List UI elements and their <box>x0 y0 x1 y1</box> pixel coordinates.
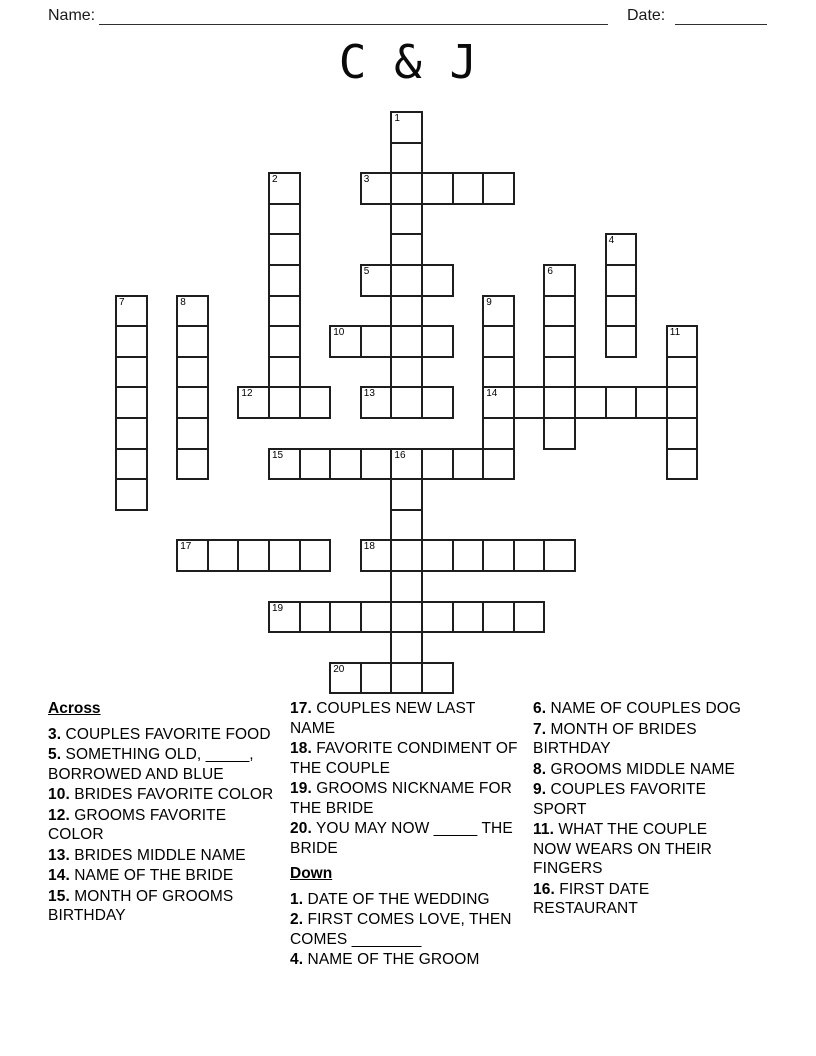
crossword-cell[interactable] <box>268 172 301 205</box>
cell-number: 1 <box>394 113 400 124</box>
cell-number: 11 <box>669 327 681 339</box>
crossword-cell[interactable] <box>207 539 240 572</box>
clue-column-1 <box>48 699 285 927</box>
clue-item-15: 15. MONTH OF GROOMS BIRTHDAY <box>48 887 234 924</box>
crossword-cell[interactable] <box>482 417 515 450</box>
crossword-cell[interactable] <box>390 601 423 634</box>
crossword-cell[interactable] <box>390 509 423 542</box>
cell-number: 6 <box>547 266 553 277</box>
crossword-cell[interactable] <box>513 386 546 419</box>
crossword-cell[interactable] <box>482 539 515 572</box>
clue-item-18: 18. FAVORITE CONDIMENT OF THE COUPLE <box>290 740 518 777</box>
crossword-cell[interactable] <box>390 662 423 695</box>
crossword-cell[interactable] <box>543 386 576 419</box>
across-heading: Across <box>48 700 101 717</box>
crossword-cell[interactable] <box>605 325 638 358</box>
crossword-cell[interactable] <box>666 386 699 419</box>
crossword-cell[interactable] <box>482 356 515 389</box>
crossword-cell[interactable] <box>390 448 423 481</box>
crossword-cell[interactable] <box>268 356 301 389</box>
puzzle-title: C & J <box>338 35 478 89</box>
crossword-cell[interactable] <box>421 172 454 205</box>
crossword-cell[interactable] <box>115 448 148 481</box>
cell-number: 10 <box>333 327 345 339</box>
crossword-cell[interactable] <box>574 386 607 419</box>
clue-number: 15. <box>48 887 70 905</box>
clue-item-9: 9. COUPLES FAVORITE SPORT <box>533 781 707 818</box>
cell-number: 3 <box>363 174 370 186</box>
crossword-cell[interactable] <box>299 601 332 634</box>
cell-number: 9 <box>486 296 492 308</box>
clue-number: 20. <box>290 820 312 837</box>
crossword-cell[interactable] <box>452 448 485 481</box>
crossword-cell[interactable] <box>666 417 699 450</box>
cell-number: 12 <box>241 388 253 400</box>
crossword-cell[interactable] <box>543 264 576 297</box>
crossword-cell[interactable] <box>299 539 332 572</box>
crossword-cell[interactable] <box>390 539 423 572</box>
crossword-cell[interactable] <box>390 386 423 419</box>
clue-number: 16. <box>533 880 555 898</box>
crossword-cell[interactable] <box>543 356 576 389</box>
clue-column-2 <box>290 699 520 971</box>
crossword-cell[interactable] <box>299 386 332 419</box>
cell-number: 18 <box>363 541 375 553</box>
crossword-cell[interactable] <box>482 601 515 634</box>
cell-number: 8 <box>180 296 186 308</box>
crossword-cell[interactable] <box>482 325 515 358</box>
clue-number: 14. <box>48 867 70 884</box>
cell-number: 2 <box>272 174 278 186</box>
crossword-cell[interactable] <box>390 631 423 664</box>
clue-number: 3. <box>48 725 62 743</box>
clue-item-13: 13. BRIDES MIDDLE NAME <box>48 846 246 864</box>
crossword-cell[interactable] <box>421 386 454 419</box>
clue-item-16: 16. FIRST DATE RESTAURANT <box>533 880 650 917</box>
clue-item-20: 20. YOU MAY NOW _____ THE BRIDE <box>290 820 513 857</box>
cell-number: 16 <box>394 449 406 461</box>
crossword-cell[interactable] <box>176 356 209 389</box>
clue-item-14: 14. NAME OF THE BRIDE <box>48 867 234 884</box>
crossword-cell[interactable] <box>176 325 209 358</box>
cell-number: 19 <box>272 602 284 614</box>
crossword-cell[interactable] <box>329 448 362 481</box>
clue-number: 7. <box>533 720 547 738</box>
crossword-cell[interactable] <box>268 203 301 236</box>
crossword-cell[interactable] <box>115 417 148 450</box>
clue-item-5: 5. SOMETHING OLD, _____, BORROWED AND BLUE <box>48 746 254 783</box>
clue-number: 13. <box>48 846 70 864</box>
clue-number: 9. <box>533 781 547 798</box>
clue-number: 19. <box>290 780 312 797</box>
crossword-cell[interactable] <box>421 662 454 695</box>
crossword-cell[interactable] <box>115 295 148 328</box>
crossword-cell[interactable] <box>176 448 209 481</box>
crossword-cell[interactable] <box>299 448 332 481</box>
crossword-cell[interactable] <box>268 325 301 358</box>
crossword-cell[interactable] <box>421 264 454 297</box>
crossword-cell[interactable] <box>421 601 454 634</box>
cell-number: 20 <box>333 663 345 675</box>
crossword-cell[interactable] <box>452 539 485 572</box>
cell-number: 13 <box>363 388 375 400</box>
crossword-cell[interactable] <box>635 386 668 419</box>
crossword-cell[interactable] <box>176 295 209 328</box>
crossword-cell[interactable] <box>421 325 454 358</box>
crossword-cell[interactable] <box>237 539 270 572</box>
crossword-cell[interactable] <box>666 448 699 481</box>
crossword-cell[interactable] <box>268 264 301 297</box>
crossword-cell[interactable] <box>115 356 148 389</box>
clue-item-1: 1. DATE OF THE WEDDING <box>290 890 490 908</box>
clue-column-3 <box>533 699 745 920</box>
crossword-cell[interactable] <box>360 539 393 572</box>
crossword-cell[interactable] <box>268 386 301 419</box>
crossword-cell[interactable] <box>390 264 423 297</box>
clue-item-2: 2. FIRST COMES LOVE, THEN COMES ________ <box>290 911 512 948</box>
crossword-cell[interactable] <box>360 325 393 358</box>
crossword-cell[interactable] <box>543 295 576 328</box>
name-label: Name: <box>48 7 96 24</box>
crossword-cell[interactable] <box>268 539 301 572</box>
cell-number: 7 <box>119 296 125 308</box>
down-heading: Down <box>290 865 333 882</box>
clue-number: 8. <box>533 760 547 778</box>
crossword-cell[interactable] <box>452 601 485 634</box>
crossword-cell[interactable] <box>360 386 393 419</box>
clue-number: 1. <box>290 890 304 908</box>
crossword-cell[interactable] <box>390 172 423 205</box>
cell-number: 4 <box>608 235 615 247</box>
crossword-cell[interactable] <box>390 478 423 511</box>
clue-item-4: 4. NAME OF THE GROOM <box>290 951 480 968</box>
crossword-cell[interactable] <box>605 233 638 266</box>
crossword-cell[interactable] <box>329 662 362 695</box>
crossword-cell[interactable] <box>390 356 423 389</box>
crossword-cell[interactable] <box>482 172 515 205</box>
clue-number: 6. <box>533 700 547 717</box>
crossword-cell[interactable] <box>115 478 148 511</box>
crossword-cell[interactable] <box>543 539 576 572</box>
clue-item-7: 7. MONTH OF BRIDES BIRTHDAY <box>533 720 697 757</box>
clue-item-10: 10. BRIDES FAVORITE COLOR <box>48 786 274 803</box>
crossword-cell[interactable] <box>176 539 209 572</box>
crossword-cell[interactable] <box>421 448 454 481</box>
clue-number: 4. <box>290 951 304 968</box>
clue-number: 5. <box>48 746 62 763</box>
cell-number: 14 <box>486 388 498 400</box>
clue-item-19: 19. GROOMS NICKNAME FOR THE BRIDE <box>290 780 512 817</box>
crossword-cell[interactable] <box>115 386 148 419</box>
cell-number: 15 <box>272 449 284 461</box>
crossword-cell[interactable] <box>482 295 515 328</box>
crossword-cell[interactable] <box>115 325 148 358</box>
crossword-cell[interactable] <box>268 448 301 481</box>
crossword-cell[interactable] <box>360 601 393 634</box>
crossword-cell[interactable] <box>390 142 423 175</box>
crossword-cell[interactable] <box>482 448 515 481</box>
crossword-cell[interactable] <box>390 233 423 266</box>
clue-item-8: 8. GROOMS MIDDLE NAME <box>533 760 735 778</box>
crossword-cell[interactable] <box>452 172 485 205</box>
clue-number: 12. <box>48 806 70 824</box>
clue-item-6: 6. NAME OF COUPLES DOG <box>533 700 742 717</box>
crossword-cell[interactable] <box>482 386 515 419</box>
crossword-cell[interactable] <box>543 325 576 358</box>
cell-number: 5 <box>363 266 370 277</box>
crossword-cell[interactable] <box>513 539 546 572</box>
clue-number: 17. <box>290 700 312 717</box>
crossword-cell[interactable] <box>543 417 576 450</box>
crossword-cell[interactable] <box>360 448 393 481</box>
crossword-cell[interactable] <box>390 570 423 603</box>
clue-number: 10. <box>48 786 70 803</box>
crossword-cell[interactable] <box>176 386 209 419</box>
clue-item-17: 17. COUPLES NEW LAST NAME <box>290 700 476 737</box>
crossword-cell[interactable] <box>329 325 362 358</box>
crossword-cell[interactable] <box>513 601 546 634</box>
clue-item-3: 3. COUPLES FAVORITE FOOD <box>48 725 271 743</box>
clue-number: 2. <box>290 911 304 928</box>
crossword-cell[interactable] <box>176 417 209 450</box>
crossword-cell[interactable] <box>390 111 423 144</box>
date-label: Date: <box>627 7 666 24</box>
crossword-cell[interactable] <box>329 601 362 634</box>
clue-number: 18. <box>290 740 312 757</box>
crossword-cell[interactable] <box>360 662 393 695</box>
crossword-cell[interactable] <box>360 172 393 205</box>
clue-number: 11. <box>533 821 554 838</box>
crossword-cell[interactable] <box>390 325 423 358</box>
crossword-cell[interactable] <box>268 601 301 634</box>
cell-number: 17 <box>180 541 192 553</box>
crossword-cell[interactable] <box>268 233 301 266</box>
crossword-cell[interactable] <box>666 325 699 358</box>
crossword-cell[interactable] <box>237 386 270 419</box>
crossword-cell[interactable] <box>605 264 638 297</box>
crossword-cell[interactable] <box>605 386 638 419</box>
crossword-cell[interactable] <box>605 295 638 328</box>
crossword-cell[interactable] <box>268 295 301 328</box>
crossword-cell[interactable] <box>421 539 454 572</box>
crossword-cell[interactable] <box>666 356 699 389</box>
crossword-cell[interactable] <box>360 264 393 297</box>
clue-item-12: 12. GROOMS FAVORITE COLOR <box>48 806 227 843</box>
crossword-cell[interactable] <box>390 295 423 328</box>
crossword-cell[interactable] <box>390 203 423 236</box>
clue-item-11: 11. WHAT THE COUPLE NOW WEARS ON THEIR FINGERS <box>533 821 712 877</box>
